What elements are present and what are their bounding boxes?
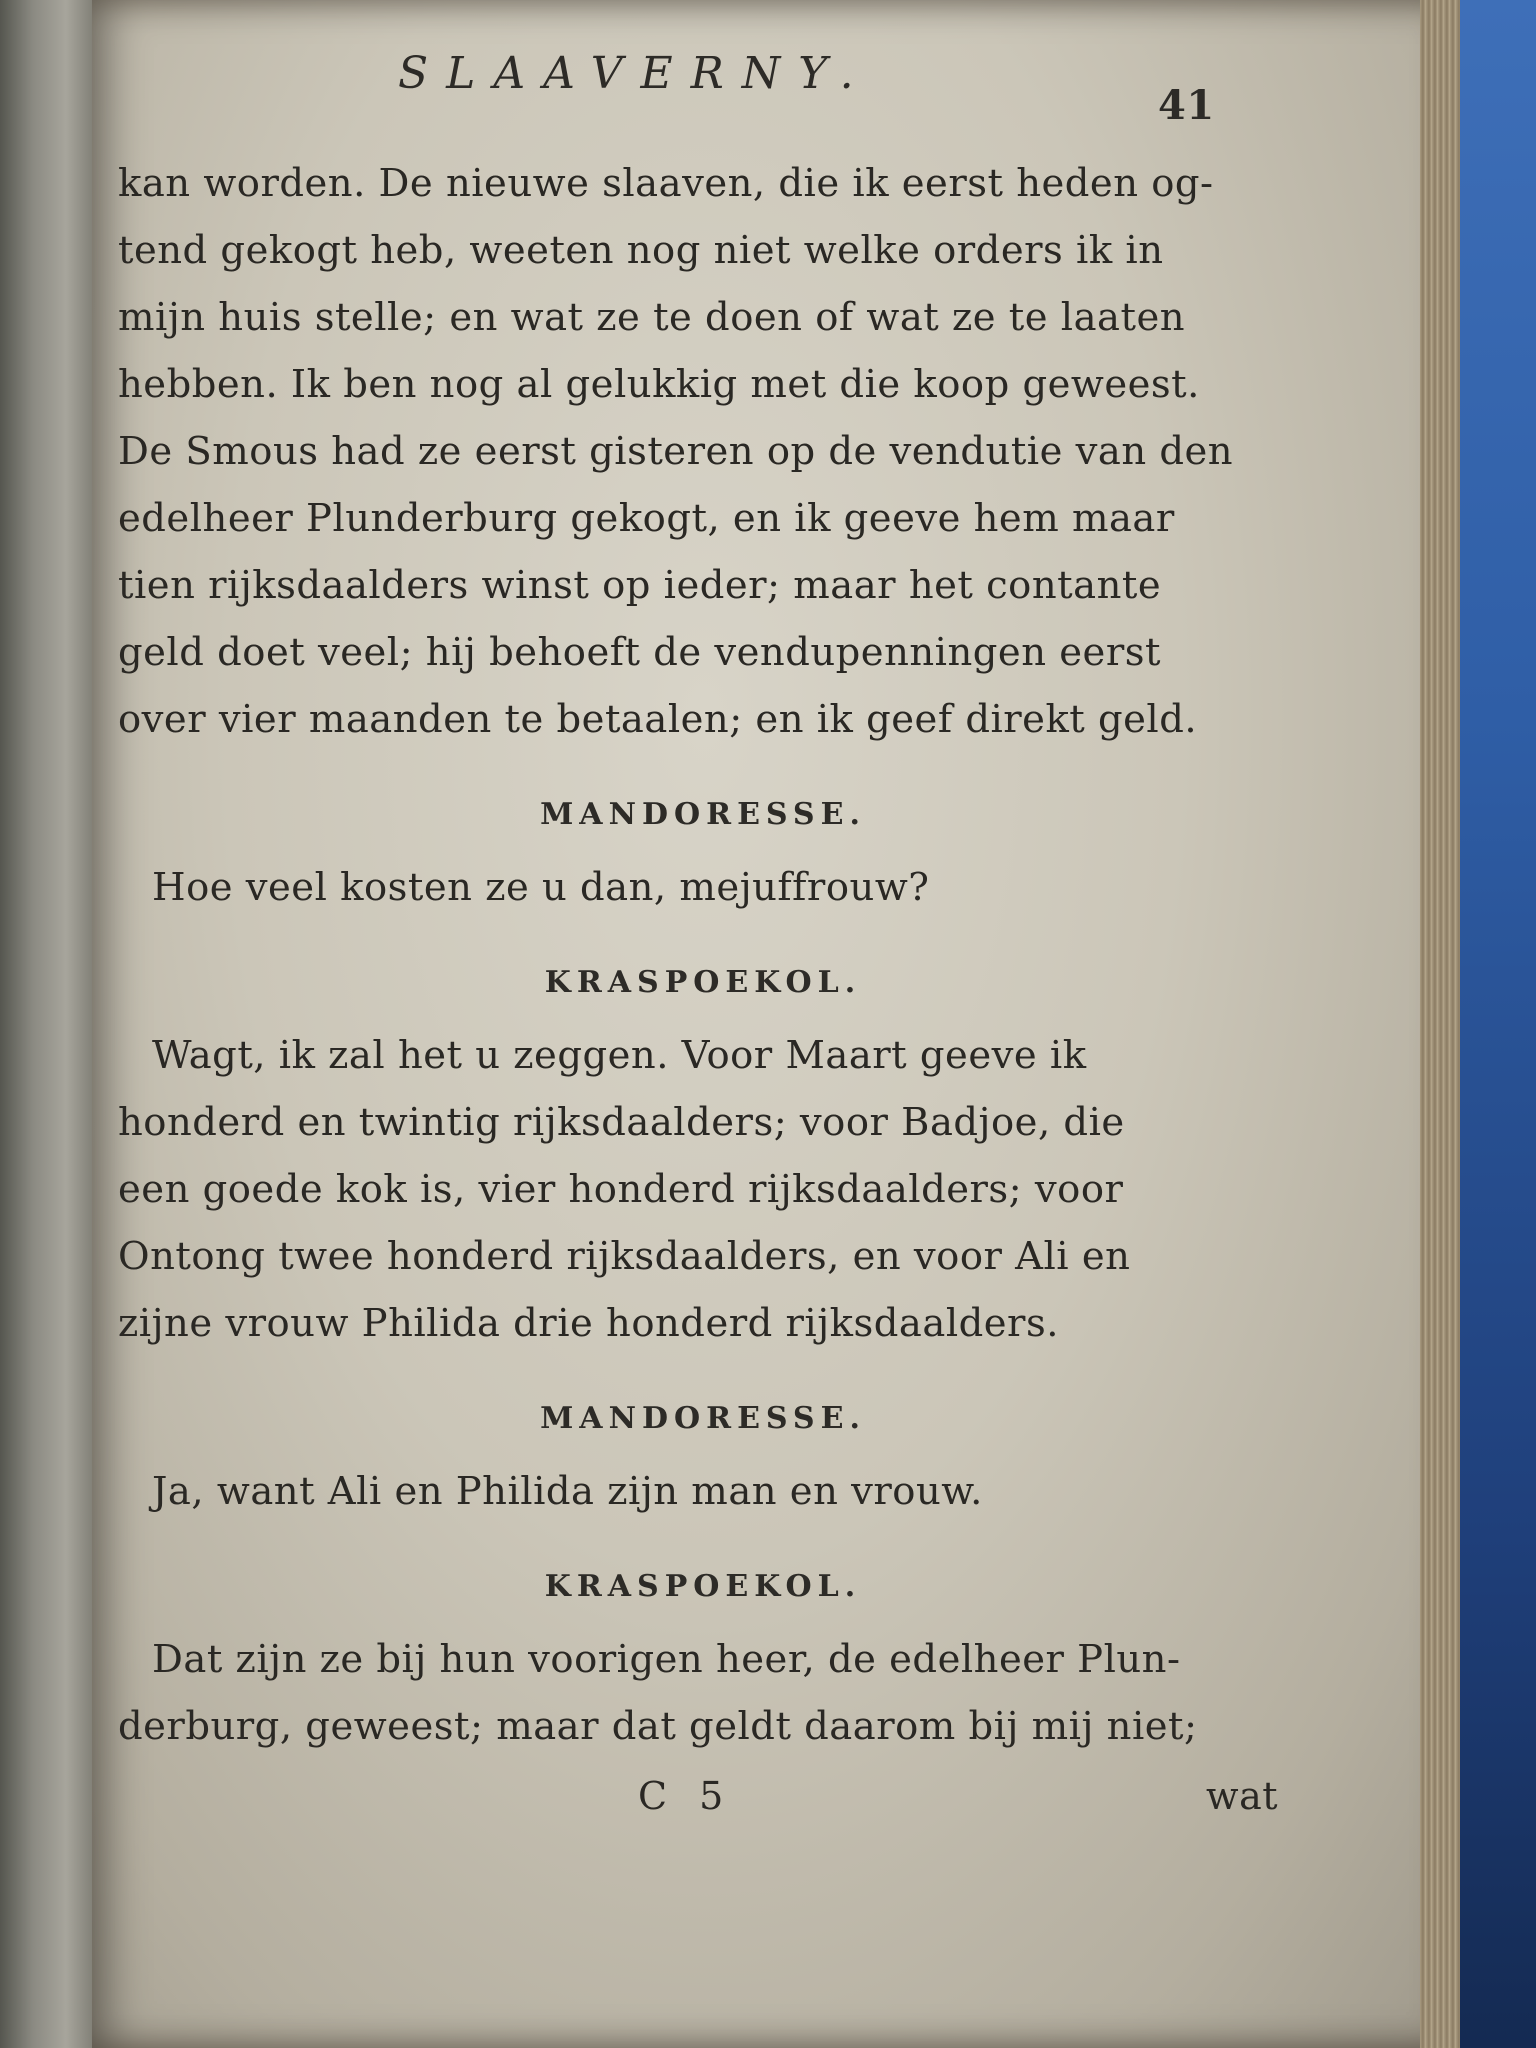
text-line: tend gekogt heb, weeten nog niet welke orders ik in [118,228,1164,273]
text-line: geld doet veel; hij behoeft de vendupenningen eerst [118,630,1161,675]
running-title: SLAAVERNY. [398,48,872,99]
text-line: Hoe veel kosten ze u dan, mejuffrouw? [152,865,930,910]
text-line: kan worden. De nieuwe slaaven, die ik eerst heden og- [118,161,1214,206]
speaker-heading: KRASPOEKOL. [544,965,862,1000]
footer-line [118,1774,1288,1834]
page-body [118,150,1288,1760]
page-header [118,40,1288,150]
text-line: honderd en twintig rijksdaalders; voor Badjoe, die [118,1100,1125,1145]
speaker-heading: MANDORESSE. [540,797,866,832]
paragraph [118,1022,1288,1357]
signature-mark: C 5 [638,1774,734,1818]
text-line: hebben. Ik ben nog al gelukkig met die koop geweest. [118,362,1200,407]
paragraph [118,1626,1288,1760]
text-line: derburg, geweest; maar dat geldt daarom bij mij niet; [118,1704,1198,1749]
text-line: een goede kok is, vier honderd rijksdaalders; voor [118,1167,1124,1212]
paragraph [118,1458,1288,1525]
text-line: mijn huis stelle; en wat ze te doen of wat ze te laaten [118,295,1186,340]
text-line: zijne vrouw Philida drie honderd rijksdaalders. [118,1301,1059,1346]
text-line: edelheer Plunderburg gekogt, en ik geeve hem maar [118,496,1175,541]
text-line: over vier maanden te betaalen; en ik geef direkt geld. [118,697,1198,742]
paragraph [118,150,1288,753]
text-line: Ja, want Ali en Philida zijn man en vrouw. [152,1469,983,1514]
text-line: Dat zijn ze bij hun voorigen heer, de edelheer Plun- [152,1637,1181,1682]
catchword: wat [1206,1774,1278,1818]
text-line: Wagt, ik zal het u zeggen. Voor Maart geeve ik [152,1033,1087,1078]
speaker-heading: KRASPOEKOL. [544,1569,862,1604]
page-text [118,40,1288,1834]
page-edges [1420,0,1460,2048]
paragraph [118,854,1288,921]
text-line: Ontong twee honderd rijksdaalders, en voor Ali en [118,1234,1131,1279]
text-line: De Smous had ze eerst gisteren op de vendutie van den [118,429,1234,474]
page-number: 41 [1158,82,1215,129]
text-line: tien rijksdaalders winst op ieder; maar het contante [118,563,1162,608]
speaker-heading: MANDORESSE. [540,1401,866,1436]
